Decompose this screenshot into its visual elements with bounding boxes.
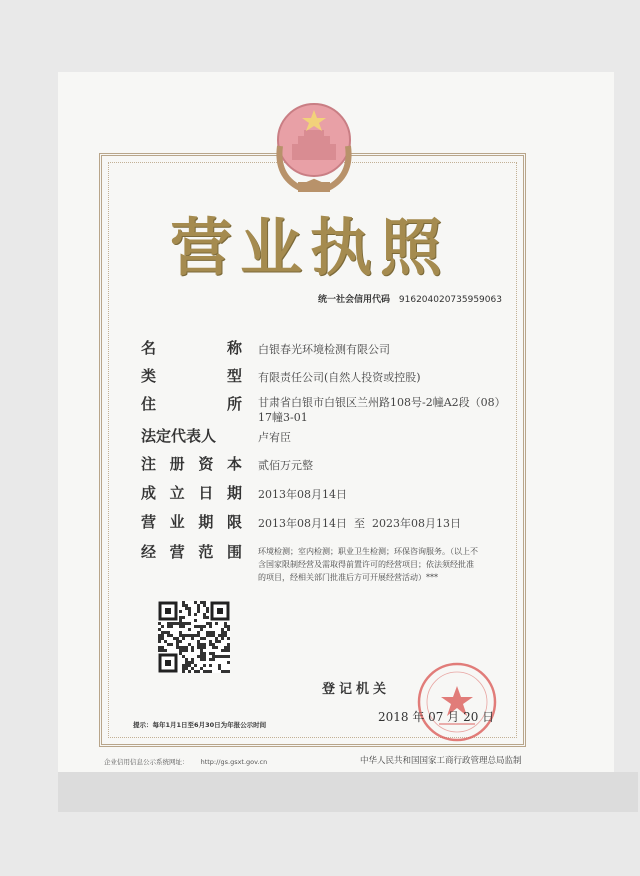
footer-website-url: http://gs.gsxt.gov.cn — [200, 758, 268, 766]
field-value-type: 有限责任公司(自然人投资或控股) — [258, 371, 421, 384]
credit-code — [318, 292, 528, 306]
credit-code-value: 916204020735959063 — [398, 295, 502, 305]
field-value-scope: 环境检测；室内检测；职业卫生检测；环保咨询服务。（以上不含国家限制经营及需取得前置许可的经营项目；依法须经批准的项目，经相关部门批准后方可开展经营活动）*** — [258, 547, 478, 582]
label-char: 业 — [169, 513, 185, 531]
label-char: 注 — [141, 455, 157, 473]
label-char: 成 — [141, 484, 157, 502]
label-char: 类 — [141, 367, 157, 385]
issue-date: 2018 年 07 月 20 日 — [378, 710, 495, 724]
field-label-capital — [141, 453, 242, 475]
label-char: 立 — [169, 484, 185, 502]
footer-website — [104, 757, 284, 769]
label-char: 日 — [198, 484, 214, 502]
field-value-term: 2013年08月14日 至 2023年08月13日 — [258, 517, 461, 530]
field-label-type — [141, 365, 242, 387]
field-value-name: 白银春光环境检测有限公司 — [258, 343, 390, 356]
footer-supervisor: 中华人民共和国国家工商行政管理总局监制 — [360, 756, 522, 766]
field-label-established — [141, 482, 242, 504]
field-label-name — [141, 337, 242, 359]
credit-code-label: 统一社会信用代码 — [318, 295, 391, 305]
label-char: 经 — [141, 543, 157, 561]
label-char: 范 — [198, 543, 214, 561]
qr-code-icon — [158, 601, 230, 673]
field-value-legal-rep: 卢宥臣 — [258, 431, 291, 444]
label-char: 名 — [141, 339, 157, 357]
field-label-address — [141, 393, 242, 415]
official-seal-icon — [415, 660, 499, 744]
label-char: 期 — [198, 513, 214, 531]
issuer-label: 登记机关 — [322, 682, 391, 697]
label-char: 型 — [226, 367, 242, 385]
field-label-scope — [141, 541, 242, 563]
scan-shadow — [58, 772, 638, 812]
label-char: 营 — [169, 543, 185, 561]
field-value-address: 甘肃省白银市白银区兰州路108号-2幢A2段（08）17幢3-01 — [258, 396, 506, 424]
label-char: 称 — [226, 339, 242, 357]
annual-report-tip: 提示：每年1月1日至6月30日为年报公示时间 — [133, 721, 267, 729]
label-char: 本 — [226, 455, 242, 473]
field-value-established: 2013年08月14日 — [258, 488, 347, 501]
field-label-term — [141, 511, 242, 533]
label-char: 所 — [226, 395, 242, 413]
license-title: 营业执照 — [169, 211, 450, 284]
label-char: 期 — [226, 484, 242, 502]
label-char: 册 — [169, 455, 185, 473]
label-char: 住 — [141, 395, 157, 413]
label-char: 营 — [141, 513, 157, 531]
label-char: 围 — [226, 543, 242, 561]
label-char: 限 — [226, 513, 242, 531]
field-label-legal-rep: 法定代表人 — [141, 427, 217, 445]
field-value-capital: 贰佰万元整 — [258, 459, 313, 472]
national-emblem-icon — [270, 96, 358, 196]
footer-website-label: 企业信用信息公示系统网址： — [104, 758, 189, 766]
label-char: 资 — [198, 455, 214, 473]
